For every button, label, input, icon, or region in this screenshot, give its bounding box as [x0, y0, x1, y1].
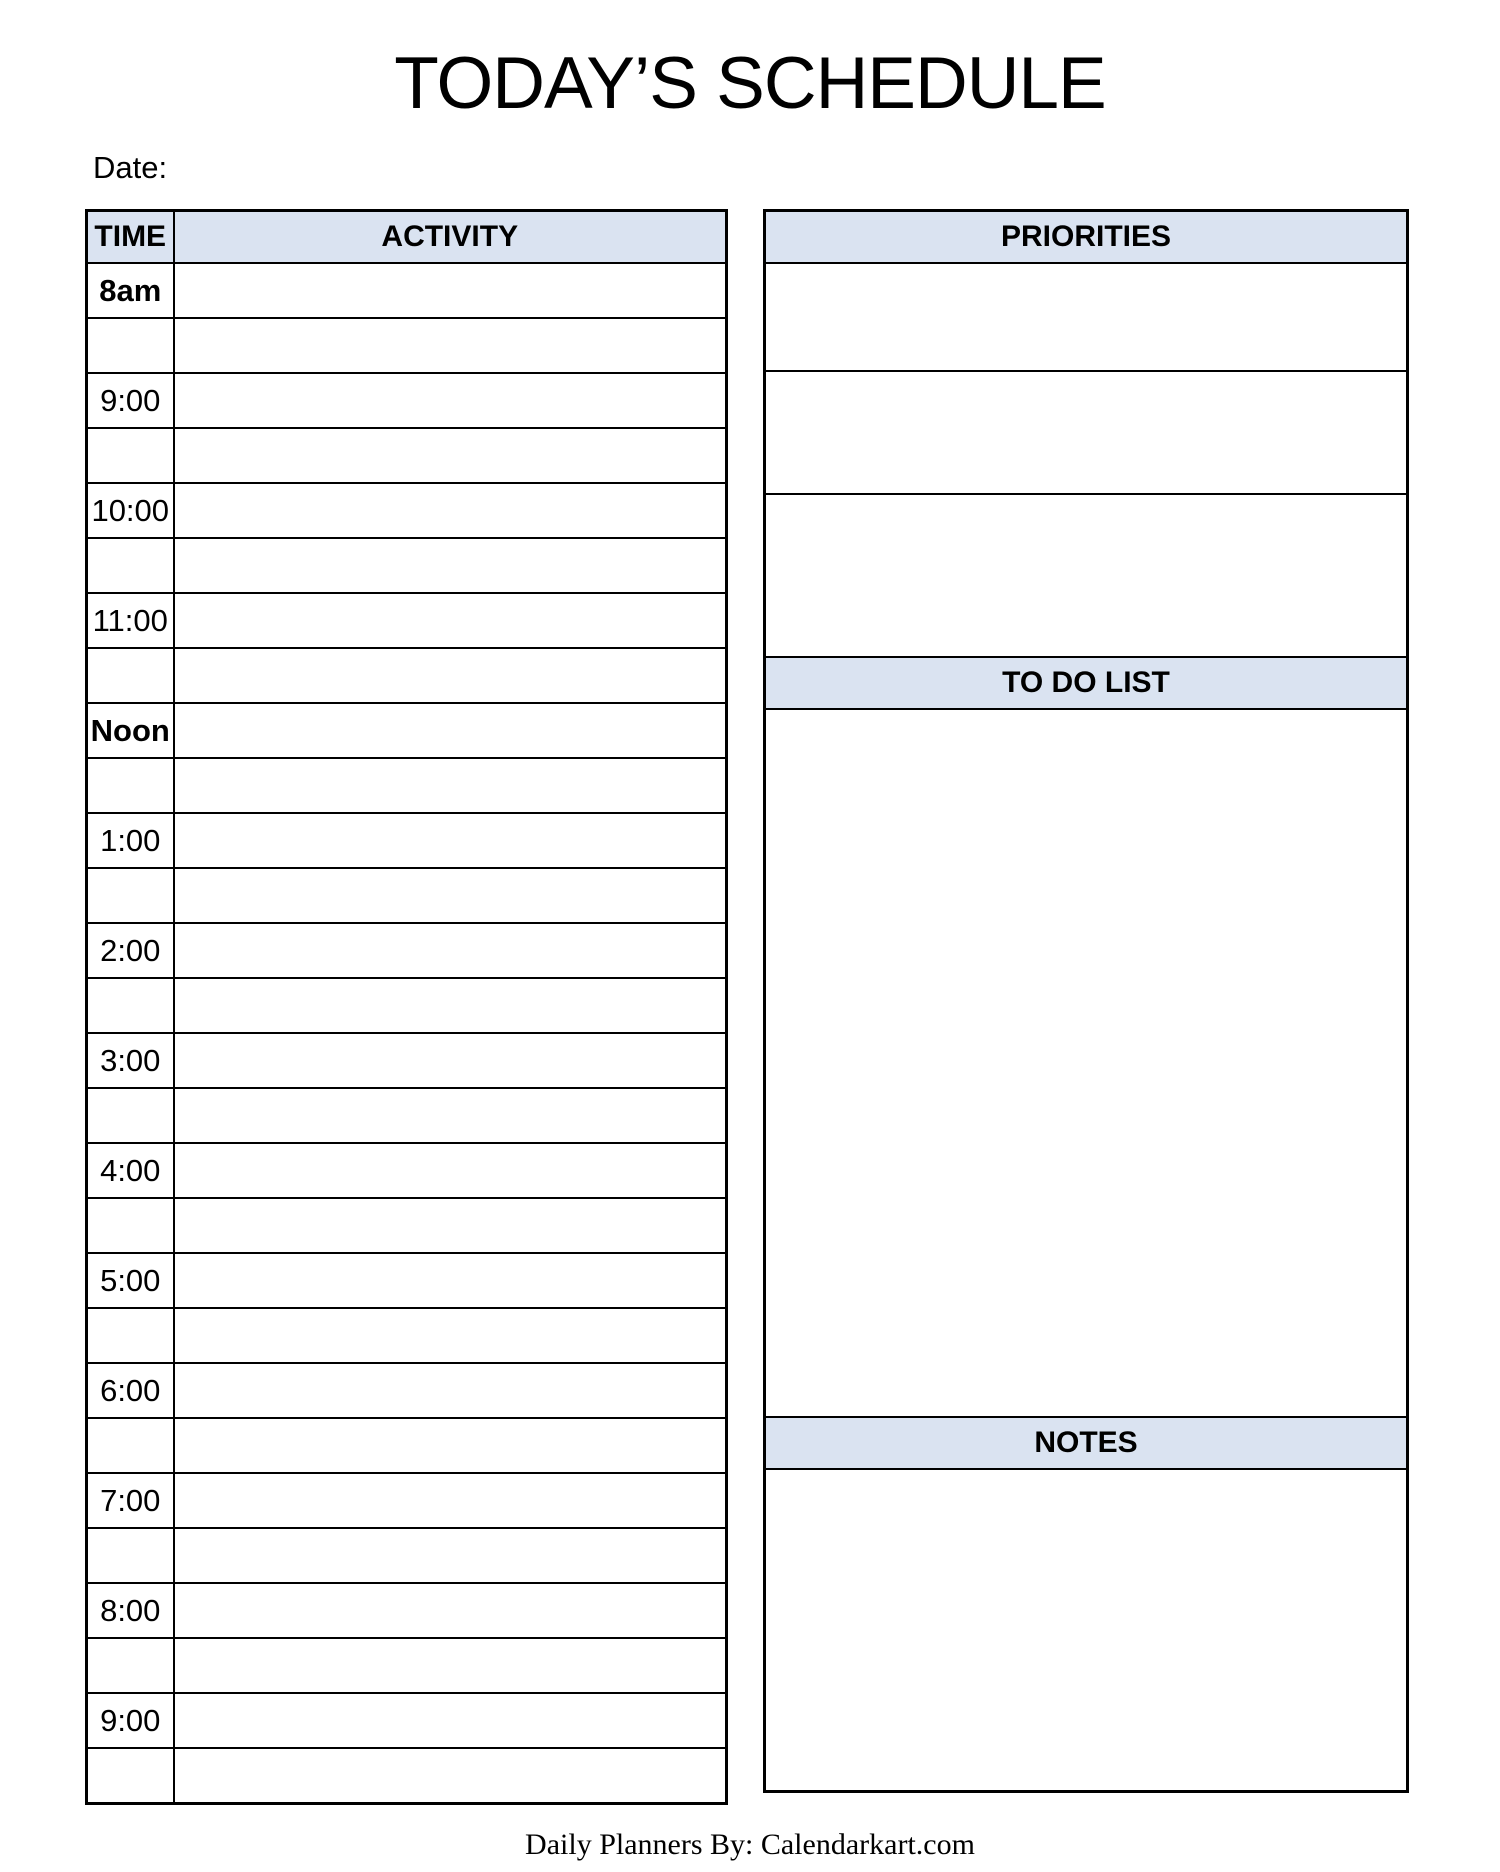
activity-cell	[174, 483, 727, 538]
priorities-entry-area	[765, 263, 1408, 371]
time-cell	[87, 428, 174, 483]
activity-cell	[174, 593, 727, 648]
notes-header-row	[765, 1417, 1408, 1469]
activity-cell	[174, 1143, 727, 1198]
schedule-row	[87, 868, 727, 923]
activity-cell	[174, 1198, 727, 1253]
activity-cell	[174, 1583, 727, 1638]
activity-cell	[174, 923, 727, 978]
time-cell	[87, 1308, 174, 1363]
time-cell: 8am	[87, 263, 174, 318]
activity-cell	[174, 813, 727, 868]
activity-cell	[174, 648, 727, 703]
activity-cell	[174, 373, 727, 428]
time-cell	[87, 868, 174, 923]
time-cell	[87, 1198, 174, 1253]
schedule-row	[87, 1528, 727, 1583]
schedule-row	[87, 1143, 727, 1198]
schedule-row	[87, 1253, 727, 1308]
time-column-header: TIME	[87, 211, 174, 264]
time-cell	[87, 1748, 174, 1804]
schedule-body	[87, 263, 727, 1804]
schedule-table	[85, 209, 728, 1805]
date-label: Date:	[93, 150, 168, 185]
notes-entry-area	[765, 1469, 1408, 1792]
schedule-row	[87, 1693, 727, 1748]
activity-cell	[174, 978, 727, 1033]
schedule-row	[87, 703, 727, 758]
time-cell	[87, 978, 174, 1033]
schedule-row	[87, 318, 727, 373]
time-cell	[87, 1418, 174, 1473]
time-cell	[87, 1638, 174, 1693]
activity-cell	[174, 1033, 727, 1088]
activity-cell	[174, 1748, 727, 1804]
time-cell: 2:00	[87, 923, 174, 978]
schedule-row	[87, 1033, 727, 1088]
right-panel	[763, 209, 1409, 1793]
activity-cell	[174, 1473, 727, 1528]
time-cell: Noon	[87, 703, 174, 758]
schedule-row	[87, 373, 727, 428]
time-cell: 5:00	[87, 1253, 174, 1308]
schedule-row	[87, 483, 727, 538]
time-cell: 6:00	[87, 1363, 174, 1418]
time-cell: 10:00	[87, 483, 174, 538]
schedule-row	[87, 1418, 727, 1473]
schedule-row	[87, 1308, 727, 1363]
schedule-header-row	[87, 211, 727, 264]
time-cell	[87, 318, 174, 373]
activity-cell	[174, 318, 727, 373]
schedule-row	[87, 758, 727, 813]
activity-cell	[174, 703, 727, 758]
notes-row	[765, 1469, 1408, 1792]
todo-header: TO DO LIST	[765, 657, 1408, 709]
activity-cell	[174, 1308, 727, 1363]
activity-cell	[174, 263, 727, 318]
priorities-entry-area	[765, 494, 1408, 657]
planner-content	[85, 209, 1409, 1805]
time-cell: 4:00	[87, 1143, 174, 1198]
todo-row	[765, 709, 1408, 1417]
time-cell	[87, 648, 174, 703]
priorities-row	[765, 494, 1408, 657]
activity-cell	[174, 1363, 727, 1418]
activity-cell	[174, 1528, 727, 1583]
todo-entry-area	[765, 709, 1408, 1417]
priorities-header: PRIORITIES	[765, 211, 1408, 264]
activity-column-header: ACTIVITY	[174, 211, 727, 264]
time-cell	[87, 1528, 174, 1583]
time-cell: 1:00	[87, 813, 174, 868]
activity-cell	[174, 1088, 727, 1143]
schedule-row	[87, 1638, 727, 1693]
activity-cell	[174, 1418, 727, 1473]
time-cell	[87, 538, 174, 593]
activity-cell	[174, 428, 727, 483]
schedule-row	[87, 1473, 727, 1528]
time-cell: 3:00	[87, 1033, 174, 1088]
time-cell: 11:00	[87, 593, 174, 648]
todo-header-row	[765, 657, 1408, 709]
priorities-row	[765, 263, 1408, 371]
schedule-row	[87, 1748, 727, 1804]
time-cell: 9:00	[87, 1693, 174, 1748]
schedule-row	[87, 593, 727, 648]
schedule-row	[87, 1363, 727, 1418]
schedule-row	[87, 538, 727, 593]
activity-cell	[174, 868, 727, 923]
schedule-row	[87, 813, 727, 868]
schedule-row	[87, 648, 727, 703]
activity-cell	[174, 538, 727, 593]
schedule-row	[87, 1088, 727, 1143]
priorities-row	[765, 371, 1408, 494]
priorities-entry-area	[765, 371, 1408, 494]
schedule-row	[87, 1198, 727, 1253]
activity-cell	[174, 1253, 727, 1308]
schedule-row	[87, 263, 727, 318]
schedule-row	[87, 923, 727, 978]
schedule-row	[87, 428, 727, 483]
notes-header: NOTES	[765, 1417, 1408, 1469]
footer-credit: Daily Planners By: Calendarkart.com	[525, 1828, 975, 1861]
schedule-row	[87, 978, 727, 1033]
activity-cell	[174, 1693, 727, 1748]
time-cell: 8:00	[87, 1583, 174, 1638]
schedule-row	[87, 1583, 727, 1638]
time-cell: 9:00	[87, 373, 174, 428]
time-cell	[87, 758, 174, 813]
priorities-header-row	[765, 211, 1408, 264]
activity-cell	[174, 758, 727, 813]
time-cell	[87, 1088, 174, 1143]
activity-cell	[174, 1638, 727, 1693]
time-cell: 7:00	[87, 1473, 174, 1528]
page-title: TODAY’S SCHEDULE	[394, 43, 1106, 124]
